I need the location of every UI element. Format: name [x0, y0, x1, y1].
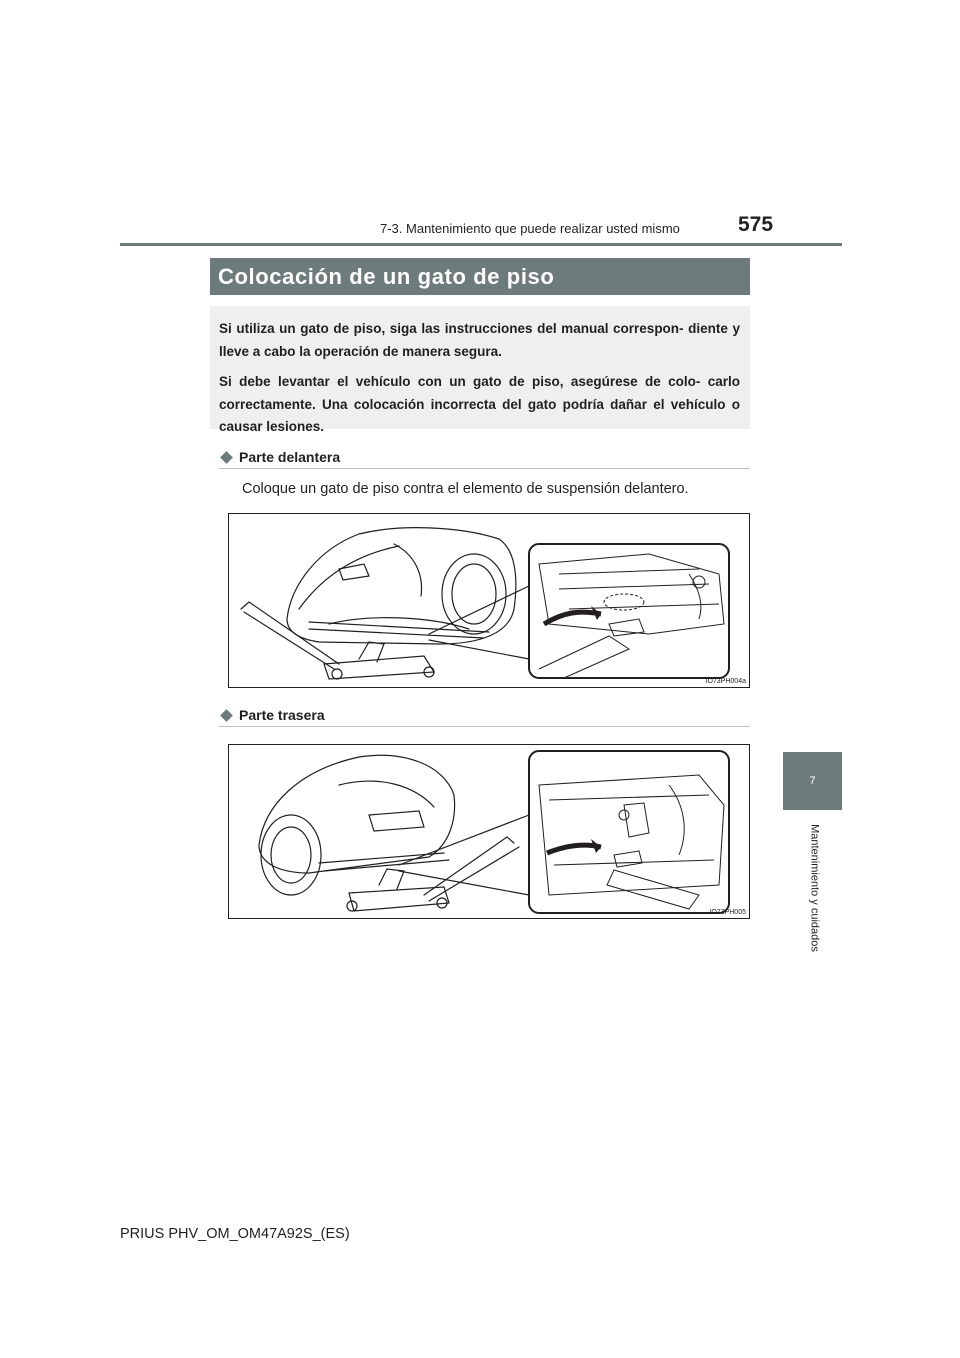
front-heading-text: Parte delantera	[239, 449, 341, 465]
intro-paragraph-2: Si debe levantar el vehículo con un gato de piso, asegúrese de colo- carlo correctamente. Una colocación incorrecta del gato podría dañar el vehículo o causar lesiones.	[219, 374, 740, 434]
front-instruction: Coloque un gato de piso contra el elemento de suspensión delantero.	[242, 481, 689, 497]
section-title	[210, 258, 750, 295]
intro-paragraph-1: Si utiliza un gato de piso, siga las instrucciones del manual correspon- diente y lleve a cabo la operación de manera segura.	[219, 321, 740, 359]
footer-document-id: PRIUS PHV_OM_OM47A92S_(ES)	[120, 1226, 350, 1242]
page-number: 575	[738, 213, 774, 236]
chapter-number: 7	[809, 775, 816, 787]
rear-heading	[219, 707, 750, 727]
header-section-title: 7-3. Mantenimiento que puede realizar usted mismo	[380, 221, 680, 236]
front-heading	[219, 449, 750, 469]
header-rule	[120, 243, 842, 246]
front-jack-drawing	[229, 514, 749, 687]
diamond-bullet-icon	[220, 451, 233, 464]
rear-figure-code: IO73PH005	[709, 909, 746, 916]
front-figure-code: IO73PH004a	[705, 678, 746, 685]
intro-box	[210, 306, 750, 434]
section-title-text: Colocación de un gato de piso	[218, 263, 555, 289]
rear-jack-illustration	[228, 744, 750, 919]
chapter-label: Mantenimiento y cuidados	[808, 824, 821, 952]
chapter-tab	[783, 752, 842, 810]
rear-heading-text: Parte trasera	[239, 707, 325, 723]
front-jack-illustration	[228, 513, 750, 688]
diamond-bullet-icon	[220, 709, 233, 722]
rear-jack-drawing	[229, 745, 749, 918]
